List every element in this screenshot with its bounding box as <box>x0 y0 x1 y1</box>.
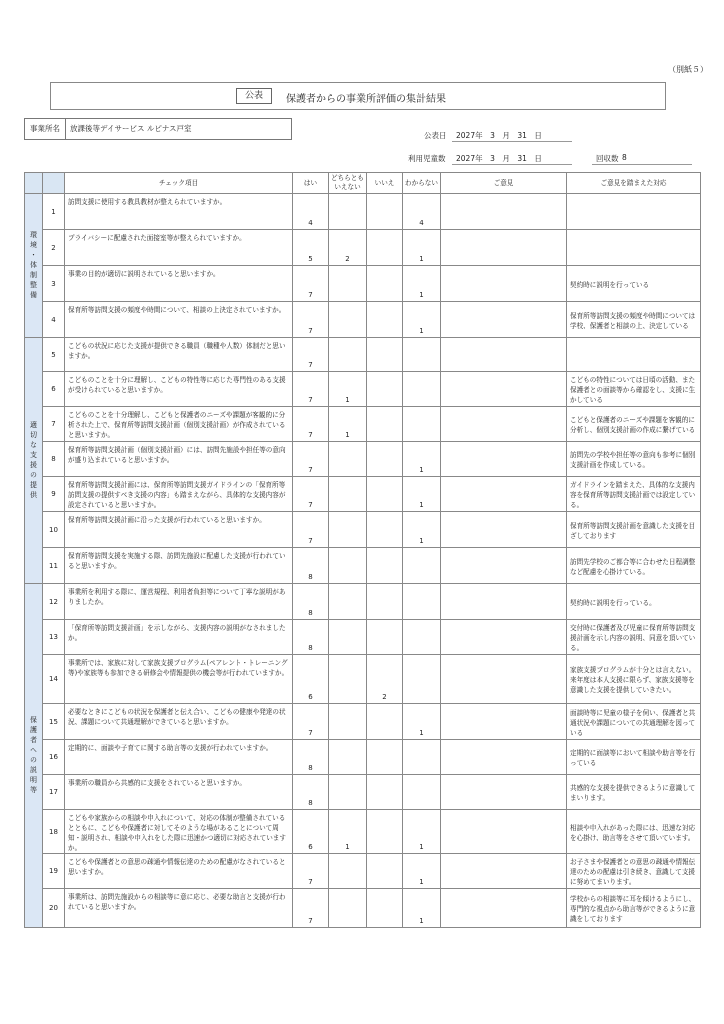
no-count <box>367 338 403 372</box>
office-box <box>24 118 292 140</box>
yes-count: 8 <box>293 775 329 810</box>
yes-count: 5 <box>293 230 329 266</box>
neither-count <box>329 442 367 477</box>
neither-count <box>329 740 367 775</box>
opinion-cell <box>441 854 567 889</box>
header-response: ご意見を踏まえた対応 <box>567 173 701 194</box>
table-row <box>25 889 701 928</box>
survey-label: 利用児童数 <box>408 154 446 163</box>
opinion-cell <box>441 548 567 584</box>
opinion-cell <box>441 655 567 704</box>
table-row <box>25 854 701 889</box>
header-corner <box>25 173 43 194</box>
neither-count <box>329 584 367 620</box>
question-text: 事業所を利用する際に、運営規程、利用者負担等について丁寧な説明がありましたか。 <box>65 584 293 620</box>
neither-count <box>329 775 367 810</box>
response-cell: 定期的に面談等において相談や助言等を行っている <box>567 740 701 775</box>
response-cell: 訪問先の学校や担任等の意向も参考に個別支援計画を作成している。 <box>567 442 701 477</box>
row-number: 7 <box>43 407 65 442</box>
yes-count: 8 <box>293 740 329 775</box>
no-count: 2 <box>367 655 403 704</box>
yes-count: 7 <box>293 854 329 889</box>
unknown-count: 4 <box>403 194 441 230</box>
table-row <box>25 655 701 704</box>
yes-count: 7 <box>293 407 329 442</box>
yes-count: 4 <box>293 194 329 230</box>
unknown-count <box>403 407 441 442</box>
question-text: こどもや保護者との意思の疎通や情報伝達のための配慮がなされていると思いますか。 <box>65 854 293 889</box>
response-cell: 訪問先学校のご都合等に合わせた日程調整など配慮を心掛けている。 <box>567 548 701 584</box>
row-number: 12 <box>43 584 65 620</box>
unknown-count: 1 <box>403 810 441 854</box>
evaluation-table <box>24 172 701 928</box>
no-count <box>367 266 403 302</box>
no-count <box>367 740 403 775</box>
opinion-cell <box>441 338 567 372</box>
category-label: 環境・体制整備 <box>25 194 43 338</box>
question-text: こどもの状況に応じた支援が提供できる職員（職種や人数）体制だと思いますか。 <box>65 338 293 372</box>
row-number: 10 <box>43 512 65 548</box>
row-number: 1 <box>43 194 65 230</box>
row-number: 9 <box>43 477 65 512</box>
no-count <box>367 302 403 338</box>
no-count <box>367 704 403 740</box>
no-count <box>367 230 403 266</box>
unknown-count <box>403 372 441 407</box>
response-cell <box>567 194 701 230</box>
unknown-count <box>403 548 441 584</box>
question-text: こどものことを十分理解し、こどもと保護者のニーズや課題が客観的に分析された上で、保育所等訪問支援計画（個別支援計画）が作成されていると思いますか。 <box>65 407 293 442</box>
question-text: 保育所等訪問支援計画（個別支援計画）には、訪問先施設や担任等の意向が盛り込まれていると思いますか。 <box>65 442 293 477</box>
neither-count <box>329 620 367 655</box>
neither-count <box>329 194 367 230</box>
yes-count: 7 <box>293 704 329 740</box>
header-unknown: わからない <box>403 173 441 194</box>
unknown-count: 1 <box>403 442 441 477</box>
neither-count <box>329 266 367 302</box>
responses-label: 回収数 <box>596 154 619 163</box>
no-count <box>367 854 403 889</box>
yes-count: 8 <box>293 620 329 655</box>
table-row <box>25 302 701 338</box>
response-cell <box>567 230 701 266</box>
table-row <box>25 740 701 775</box>
no-count <box>367 810 403 854</box>
response-cell: 契約時に説明を行っている。 <box>567 584 701 620</box>
table-row <box>25 338 701 372</box>
unknown-count <box>403 775 441 810</box>
responses-value: 8 <box>622 153 627 162</box>
neither-count: 1 <box>329 810 367 854</box>
table-row <box>25 775 701 810</box>
question-text: 必要なときにこどもの状況を保護者と伝え合い、こどもの健康や発達の状況、課題について共通理解ができていると思いますか。 <box>65 704 293 740</box>
question-text: 事業所では、家族に対して家族支援プログラム(ペアレント・トレーニング等)や家族等も参加できる研修会や情報提供の機会等が行われていますか。 <box>65 655 293 704</box>
table-row <box>25 548 701 584</box>
unknown-count <box>403 338 441 372</box>
header-neither: どちらとも いえない <box>329 173 367 194</box>
header-yes: はい <box>293 173 329 194</box>
yes-count: 7 <box>293 372 329 407</box>
opinion-cell <box>441 512 567 548</box>
page-title: 保護者からの事業所評価の集計結果 <box>286 94 446 105</box>
table-row <box>25 810 701 854</box>
row-number: 5 <box>43 338 65 372</box>
yes-count: 8 <box>293 584 329 620</box>
no-count <box>367 584 403 620</box>
response-cell: ガイドラインを踏まえた、具体的な支援内容を保育所等訪問支援計画では設定している。 <box>567 477 701 512</box>
opinion-cell <box>441 372 567 407</box>
category-label: 適切な支援の提供 <box>25 338 43 584</box>
neither-count: 1 <box>329 407 367 442</box>
opinion-cell <box>441 810 567 854</box>
opinion-cell <box>441 740 567 775</box>
unknown-count: 1 <box>403 302 441 338</box>
response-cell: 共感的な支援を提供できるように意識してまいります。 <box>567 775 701 810</box>
response-cell: 契約時に説明を行っている <box>567 266 701 302</box>
question-text: 事業所は、訪問先施設からの相談等に意に応じ、必要な助言と支援が行われていると思いますか。 <box>65 889 293 928</box>
opinion-cell <box>441 620 567 655</box>
yes-count: 7 <box>293 889 329 928</box>
opinion-cell <box>441 477 567 512</box>
row-number: 6 <box>43 372 65 407</box>
unknown-count: 1 <box>403 477 441 512</box>
row-number: 11 <box>43 548 65 584</box>
response-cell: 相談や申入れがあった際には、迅速な対応を心掛け、助言等をさせて頂いています。 <box>567 810 701 854</box>
opinion-cell <box>441 230 567 266</box>
table-row <box>25 477 701 512</box>
office-name: 放課後等デイサービス ルピナス戸室 <box>70 124 192 133</box>
neither-count <box>329 655 367 704</box>
unknown-count: 1 <box>403 889 441 928</box>
neither-count <box>329 512 367 548</box>
question-text: こどものことを十分に理解し、こどもの特性等に応じた専門性のある支援が受けられていると思いますか。 <box>65 372 293 407</box>
unknown-count <box>403 584 441 620</box>
neither-count: 1 <box>329 372 367 407</box>
row-number: 18 <box>43 810 65 854</box>
response-cell: お子さまや保護者との意思の疎通や情報伝達のための配慮は引き続き、意識して支援に努めてまいります。 <box>567 854 701 889</box>
row-number: 20 <box>43 889 65 928</box>
table-row <box>25 620 701 655</box>
neither-count: 2 <box>329 230 367 266</box>
yes-count: 7 <box>293 442 329 477</box>
opinion-cell <box>441 775 567 810</box>
no-count <box>367 548 403 584</box>
unknown-count <box>403 620 441 655</box>
neither-count <box>329 704 367 740</box>
table-row <box>25 372 701 407</box>
unknown-count <box>403 655 441 704</box>
neither-count <box>329 302 367 338</box>
opinion-cell <box>441 584 567 620</box>
row-number: 15 <box>43 704 65 740</box>
table-row <box>25 266 701 302</box>
response-cell: 保育所等訪問支援の頻度や時間については学校、保護者と相談の上、決定している <box>567 302 701 338</box>
table-row <box>25 584 701 620</box>
response-cell: こどもの特性については日頃の活動、また保護者との面談等から確認をし、支援に生かしている <box>567 372 701 407</box>
header-opinion: ご意見 <box>441 173 567 194</box>
no-count <box>367 512 403 548</box>
unknown-count: 1 <box>403 854 441 889</box>
opinion-cell <box>441 442 567 477</box>
survey-underline <box>452 164 572 165</box>
response-cell: 面談時等に児童の様子を伺い、保護者と共通状況や課題についての共通理解を図っている <box>567 704 701 740</box>
yes-count: 7 <box>293 338 329 372</box>
neither-count <box>329 889 367 928</box>
response-cell: 交付時に保護者及び児童に保育所等訪問支援計画を示し内容の説明、同意を頂いている。 <box>567 620 701 655</box>
question-text: プライバシーに配慮された面接室等が整えられていますか。 <box>65 230 293 266</box>
table-row <box>25 704 701 740</box>
row-number: 14 <box>43 655 65 704</box>
question-text: 保育所等訪問支援計画には、保育所等訪問支援ガイドラインの「保育所等訪問支援の提供すべき支援の内容」も踏まえながら、具体的な支援内容が設定されていると思いますか。 <box>65 477 293 512</box>
question-text: こどもや家族からの相談や申入れについて、対応の体制が整備されているとともに、こどもや保護者に対してそのような場があることについて周知・説明され、相談や申入れをした際に迅速かつ適切に対応されていますか。 <box>65 810 293 854</box>
row-number: 8 <box>43 442 65 477</box>
header-number <box>43 173 65 194</box>
yes-count: 8 <box>293 548 329 584</box>
question-text: 訪問支援に使用する教具教材が整えられていますか。 <box>65 194 293 230</box>
responses-underline <box>592 164 692 165</box>
no-count <box>367 775 403 810</box>
row-number: 19 <box>43 854 65 889</box>
yes-count: 7 <box>293 302 329 338</box>
no-count <box>367 194 403 230</box>
opinion-cell <box>441 194 567 230</box>
survey-date: 2027年 3 月 31 日 <box>456 154 542 163</box>
table-row <box>25 442 701 477</box>
no-count <box>367 407 403 442</box>
row-number: 2 <box>43 230 65 266</box>
no-count <box>367 372 403 407</box>
yes-count: 7 <box>293 512 329 548</box>
office-label: 事業所名 <box>25 119 66 139</box>
table-header-row <box>25 173 701 194</box>
question-text: 保育所等訪問支援の頻度や時間について、相談の上決定されていますか。 <box>65 302 293 338</box>
neither-count <box>329 477 367 512</box>
response-cell: 保育所等訪問支援計画を意識した支援を目ざしております <box>567 512 701 548</box>
neither-count <box>329 338 367 372</box>
neither-count <box>329 548 367 584</box>
opinion-cell <box>441 407 567 442</box>
row-number: 16 <box>43 740 65 775</box>
unknown-count <box>403 740 441 775</box>
public-badge: 公表 <box>236 88 272 104</box>
question-text: 事業の目的が適切に説明されていると思いますか。 <box>65 266 293 302</box>
table-row <box>25 512 701 548</box>
opinion-cell <box>441 889 567 928</box>
annex-label: （別紙５） <box>668 65 708 74</box>
unknown-count: 1 <box>403 230 441 266</box>
no-count <box>367 442 403 477</box>
response-cell: 家族支援プログラムが十分とは言えない。来年度は本人支援に限らず、家族支援等を意識した支援を提供していきたい。 <box>567 655 701 704</box>
no-count <box>367 620 403 655</box>
header-item: チェック項目 <box>65 173 293 194</box>
response-cell: 学校からの相談等に耳を傾けるようにし、専門的な視点から助言等ができるように意識をしております <box>567 889 701 928</box>
row-number: 3 <box>43 266 65 302</box>
row-number: 4 <box>43 302 65 338</box>
opinion-cell <box>441 266 567 302</box>
category-label: 保護者への説明等 <box>25 584 43 928</box>
publish-label: 公表日 <box>424 131 447 140</box>
no-count <box>367 477 403 512</box>
question-text: 定期的に、面談や子育てに関する助言等の支援が行われていますか。 <box>65 740 293 775</box>
publish-underline <box>452 141 572 142</box>
response-cell <box>567 338 701 372</box>
unknown-count: 1 <box>403 512 441 548</box>
question-text: 保育所等訪問支援計画に沿った支援が行われていると思いますか。 <box>65 512 293 548</box>
no-count <box>367 889 403 928</box>
unknown-count: 1 <box>403 266 441 302</box>
table-row <box>25 230 701 266</box>
table-row <box>25 194 701 230</box>
question-text: 「保育所等訪問支援計画」を示しながら、支援内容の説明がなされましたか。 <box>65 620 293 655</box>
yes-count: 7 <box>293 477 329 512</box>
response-cell: こどもと保護者のニーズや課題を客観的に分析し、個別支援計画の作成に繋げている <box>567 407 701 442</box>
yes-count: 6 <box>293 810 329 854</box>
opinion-cell <box>441 302 567 338</box>
row-number: 17 <box>43 775 65 810</box>
opinion-cell <box>441 704 567 740</box>
yes-count: 7 <box>293 266 329 302</box>
neither-count <box>329 854 367 889</box>
question-text: 事業所の職員から共感的に支援をされていると思いますか。 <box>65 775 293 810</box>
question-text: 保育所等訪問支援を実施する際、訪問先施設に配慮した支援が行われていると思いますか。 <box>65 548 293 584</box>
unknown-count: 1 <box>403 704 441 740</box>
table-row <box>25 407 701 442</box>
publish-date: 2027年 3 月 31 日 <box>456 131 542 140</box>
yes-count: 6 <box>293 655 329 704</box>
row-number: 13 <box>43 620 65 655</box>
header-no: いいえ <box>367 173 403 194</box>
